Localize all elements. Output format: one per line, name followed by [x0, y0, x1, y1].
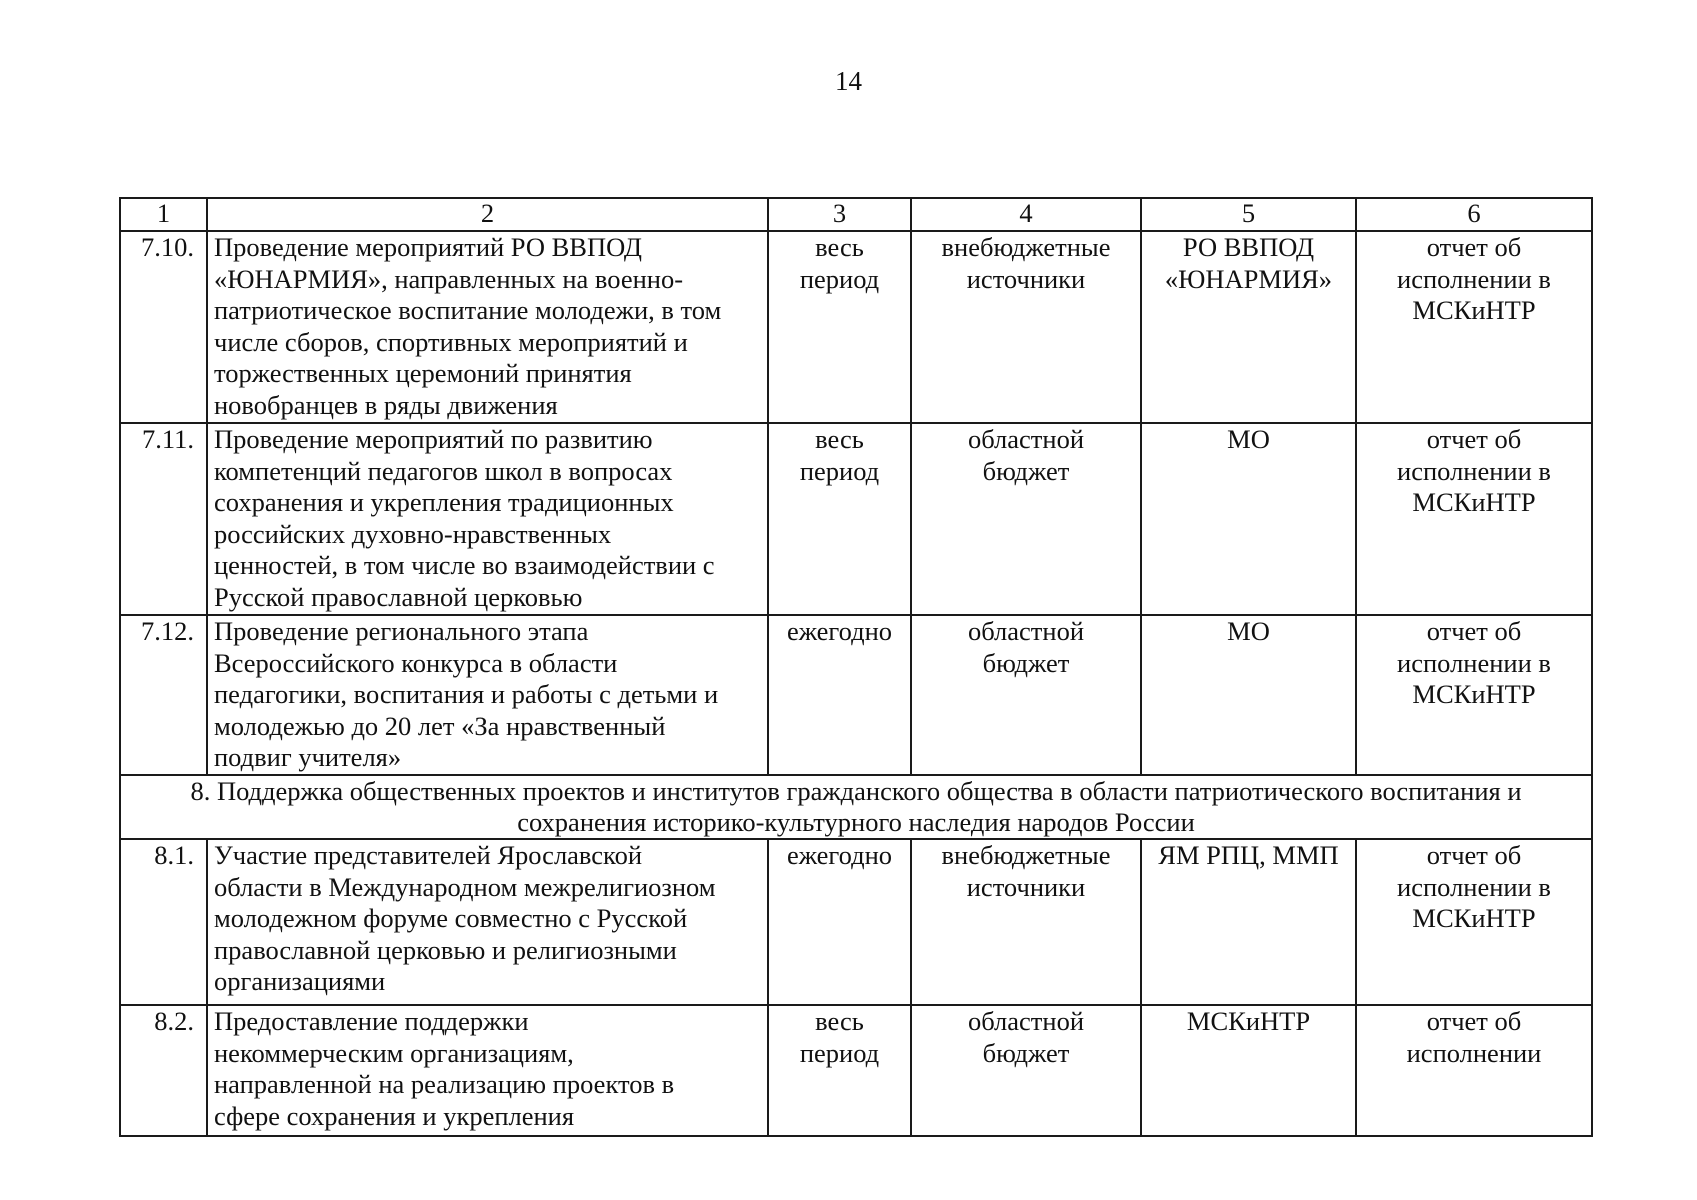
row-description: Проведение регионального этапа Всероссийского конкурса в области педагогики, воспитания и работы с детьми и молодежью до 20 лет «За нравственный подвиг учителя» — [207, 615, 768, 775]
row-result: отчет об исполнении в МСКиНТР — [1356, 423, 1592, 615]
row-description: Проведение мероприятий по развитию компетенций педагогов школ в вопросах сохранения и укрепления традиционных российских духовно-нравственных ценностей, в том числе во взаимодействии с Русской православной церковью — [207, 423, 768, 615]
row-period: весь период — [768, 1005, 911, 1136]
section-heading-row — [120, 775, 1592, 839]
row-source: областной бюджет — [911, 1005, 1141, 1136]
row-description: Проведение мероприятий РО ВВПОД «ЮНАРМИЯ», направленных на военно- патриотическое воспитание молодежи, в том числе сборов, спортивных мероприятий и торжественных церемоний принятия новобранцев в ряды движения — [207, 231, 768, 423]
row-result: отчет об исполнении в МСКиНТР — [1356, 839, 1592, 1005]
row-number: 8.1. — [120, 839, 207, 1005]
row-period: ежегодно — [768, 615, 911, 775]
row-result: отчет об исполнении в МСКиНТР — [1356, 231, 1592, 423]
row-result: отчет об исполнении — [1356, 1005, 1592, 1136]
row-executor: ЯМ РПЦ, ММП — [1141, 839, 1356, 1005]
table-row — [120, 231, 1592, 423]
header-cell-5: 5 — [1141, 198, 1356, 231]
header-cell-4: 4 — [911, 198, 1141, 231]
row-description: Предоставление поддержки некоммерческим организациям, направленной на реализацию проектов в сфере сохранения и укрепления — [207, 1005, 768, 1136]
row-source: внебюджетные источники — [911, 231, 1141, 423]
row-executor: МО — [1141, 615, 1356, 775]
row-executor: МО — [1141, 423, 1356, 615]
row-source: областной бюджет — [911, 423, 1141, 615]
row-period: ежегодно — [768, 839, 911, 1005]
header-cell-6: 6 — [1356, 198, 1592, 231]
table-row — [120, 423, 1592, 615]
row-period: весь период — [768, 231, 911, 423]
row-number: 8.2. — [120, 1005, 207, 1136]
section-heading: 8. Поддержка общественных проектов и институтов гражданского общества в области патриотического воспитания и сохранения историко-культурного наследия народов России — [120, 775, 1592, 839]
row-number: 7.11. — [120, 423, 207, 615]
table-row — [120, 1005, 1592, 1136]
row-number: 7.10. — [120, 231, 207, 423]
row-number: 7.12. — [120, 615, 207, 775]
row-executor: МСКиНТР — [1141, 1005, 1356, 1136]
row-result: отчет об исполнении в МСКиНТР — [1356, 615, 1592, 775]
header-cell-3: 3 — [768, 198, 911, 231]
table-row — [120, 615, 1592, 775]
row-executor: РО ВВПОД «ЮНАРМИЯ» — [1141, 231, 1356, 423]
table-header-row — [120, 198, 1592, 231]
row-description: Участие представителей Ярославской области в Международном межрелигиозном молодежном форуме совместно с Русской православной церковью и религиозными организациями — [207, 839, 768, 1005]
row-period: весь период — [768, 423, 911, 615]
header-cell-1: 1 — [120, 198, 207, 231]
row-source: внебюджетные источники — [911, 839, 1141, 1005]
page-number: 14 — [835, 66, 862, 96]
row-source: областной бюджет — [911, 615, 1141, 775]
header-cell-2: 2 — [207, 198, 768, 231]
plan-table — [119, 197, 1593, 1137]
table-row — [120, 839, 1592, 1005]
